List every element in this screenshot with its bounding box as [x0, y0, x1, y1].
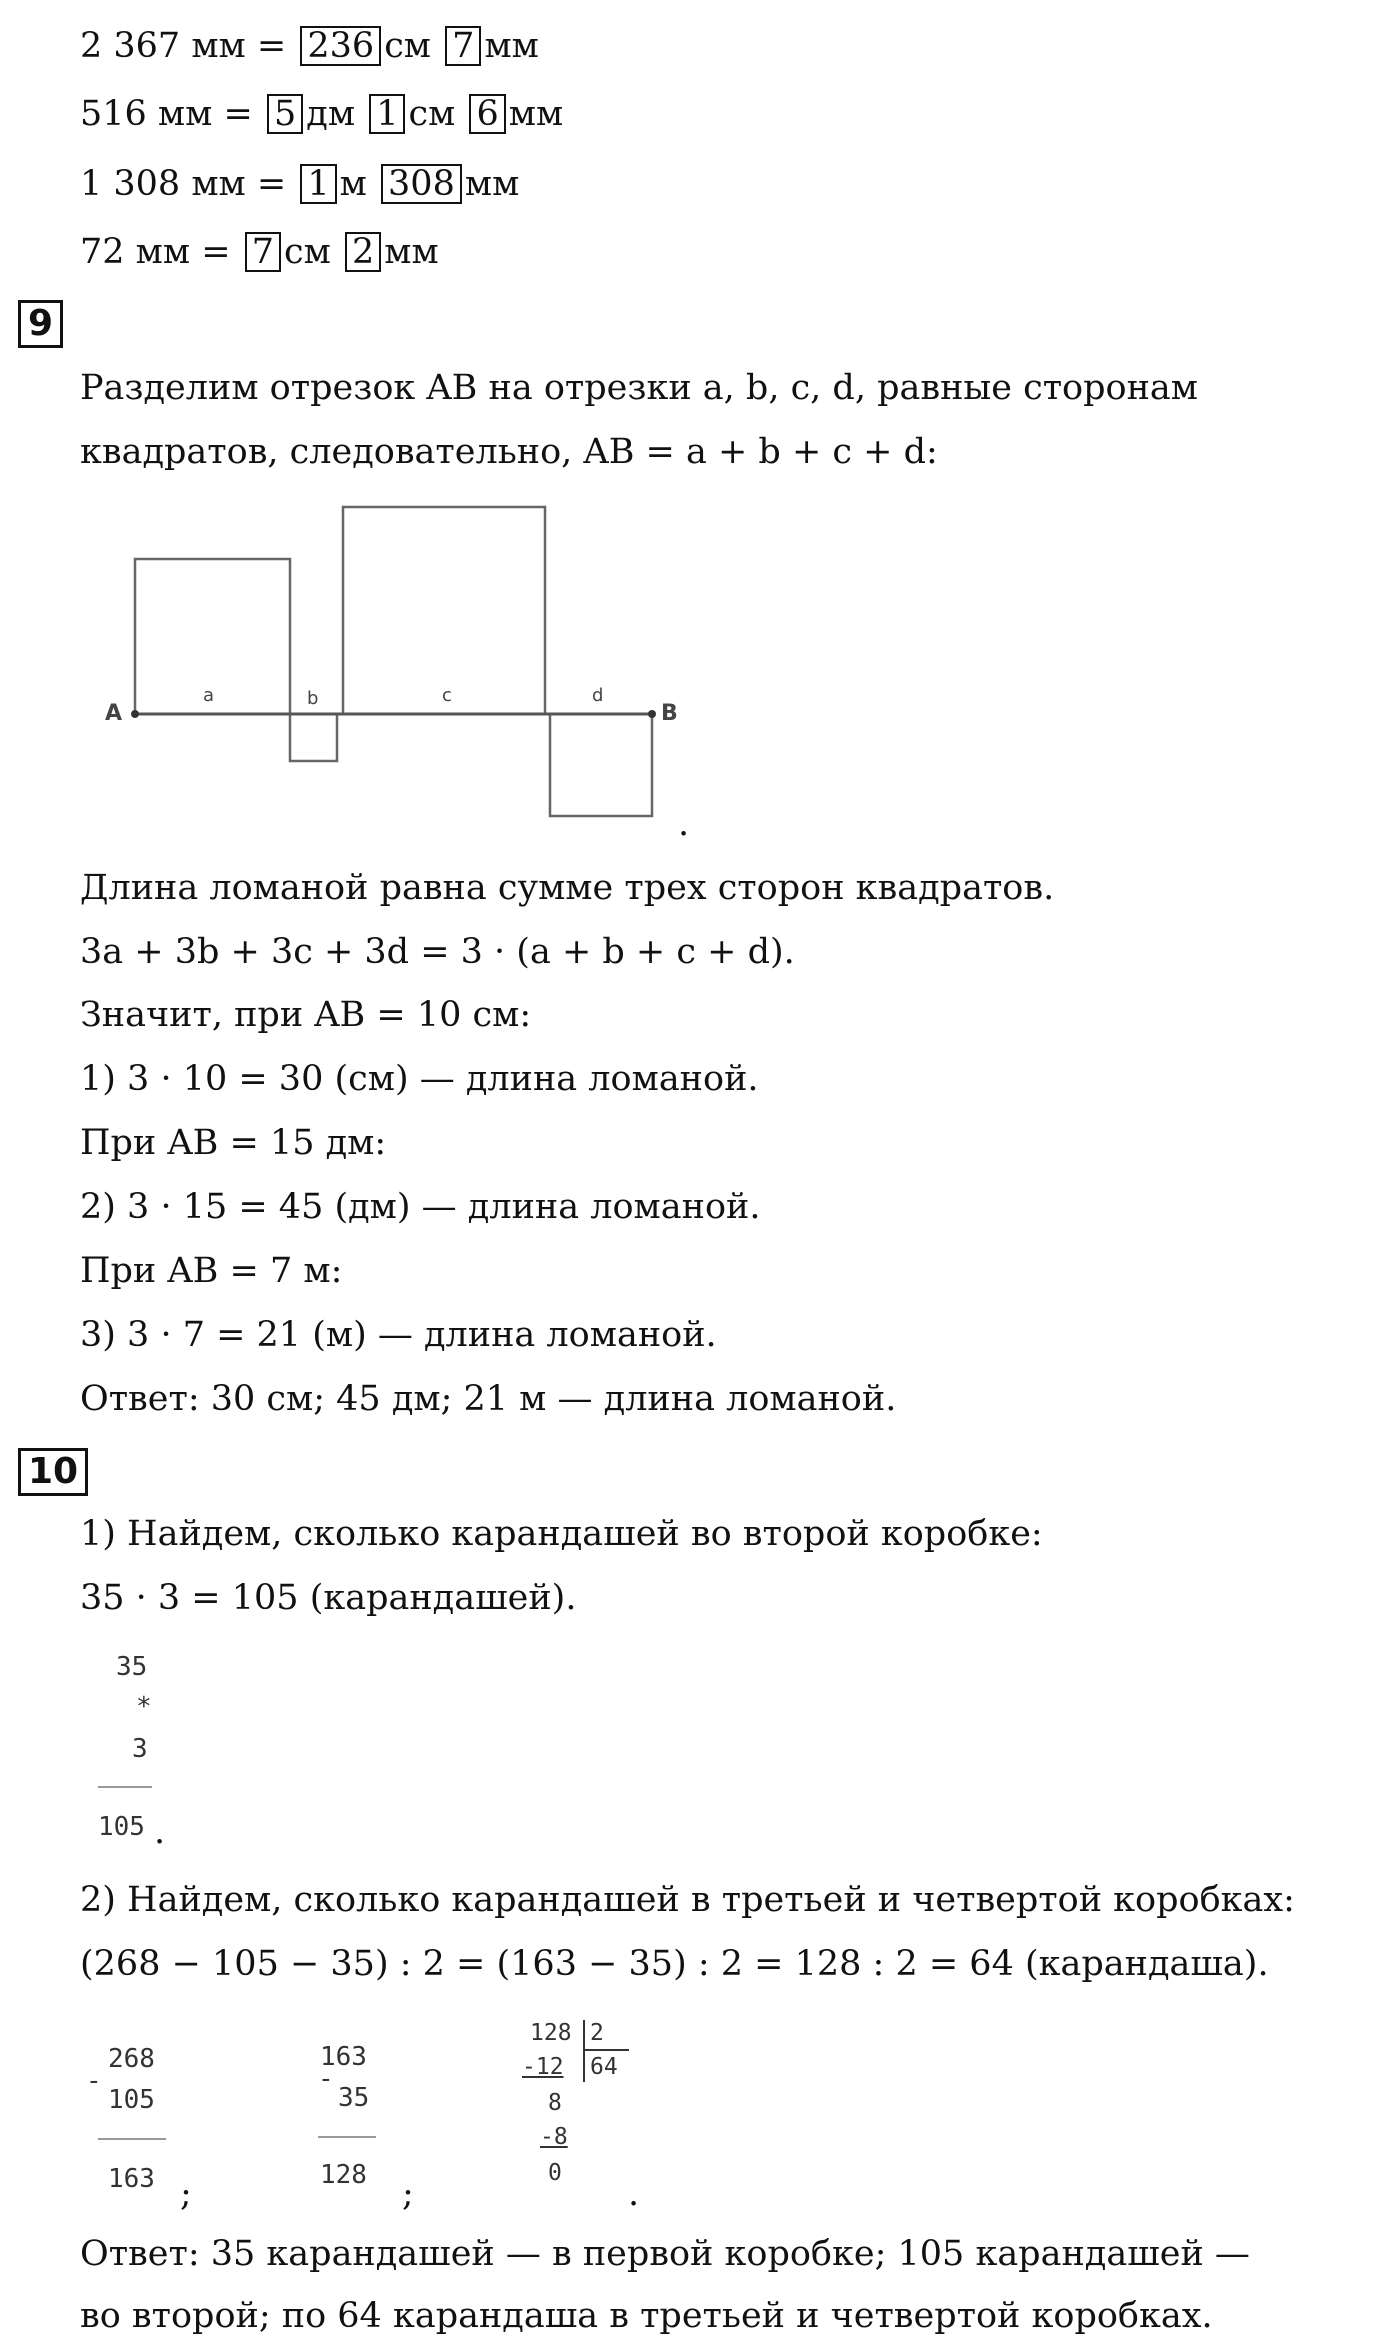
point-b-label: B — [661, 701, 678, 726]
segment-a-label: a — [203, 685, 215, 706]
answer-box: 1 — [300, 164, 336, 204]
task10-calc1: 35 · 3 = 105 (карандашей). — [80, 1578, 577, 1618]
task10-calc2: (268 − 105 − 35) : 2 = (163 − 35) : 2 = 128 : 2 = 64 (карандаша). — [80, 1944, 1269, 1984]
task9-line: 3) 3 · 7 = 21 (м) — длина ломаной. — [80, 1315, 717, 1355]
answer-box: 5 — [267, 94, 303, 134]
conversion-row: 2 367 мм = 236 см 7 мм — [80, 26, 539, 66]
task9-line: При AB = 7 м: — [80, 1251, 343, 1291]
point-a-label: A — [105, 701, 123, 726]
mult-rule — [98, 1786, 152, 1788]
task9-line: 2) 3 · 15 = 45 (дм) — длина ломаной. — [80, 1187, 761, 1227]
segment-d-label: d — [592, 685, 604, 706]
answer-box: 308 — [381, 164, 462, 204]
conversion-row: 516 мм = 5 дм 1 см 6 мм — [80, 94, 564, 134]
task-number-10: 10 — [18, 1448, 88, 1496]
div-quotient: 64 — [590, 2054, 618, 2080]
task9-answer: Ответ: 30 см; 45 дм; 21 м — длина ломаной. — [80, 1379, 897, 1419]
div-dividend: 128 — [530, 2020, 572, 2046]
square-b — [290, 714, 337, 761]
div-divisor: 2 — [590, 2020, 604, 2046]
sub1-b: 105 — [108, 2085, 155, 2115]
task9-line: 1) 3 · 10 = 30 (см) — длина ломаной. — [80, 1059, 759, 1099]
answer-box: 6 — [469, 94, 505, 134]
task9-line: 3a + 3b + 3c + 3d = 3 · (a + b + c + d). — [80, 932, 795, 972]
div-vertical-rule — [583, 2020, 585, 2082]
sub1-end: ; — [180, 2174, 192, 2214]
task9-intro-2: квадратов, следовательно, AB = a + b + c + d: — [80, 432, 938, 472]
sub1-op: - — [86, 2066, 102, 2096]
div-horizontal-rule — [585, 2049, 629, 2051]
sub2-a: 163 — [320, 2042, 367, 2072]
mult-op: * — [136, 1692, 152, 1722]
mult-b: 3 — [132, 1734, 148, 1764]
task9-line: Длина ломаной равна сумме трех сторон квадратов. — [80, 868, 1055, 908]
figure-period: . — [678, 804, 690, 844]
task9-intro-1: Разделим отрезок AB на отрезки a, b, c, d, равные сторонам — [80, 368, 1199, 408]
sub1-rule — [98, 2138, 166, 2140]
sub2-result: 128 — [320, 2160, 367, 2190]
task-number-9: 9 — [18, 300, 63, 348]
div-subtrahend-1: -12 — [522, 2054, 564, 2080]
segment-c-label: c — [442, 685, 452, 706]
sub1-result: 163 — [108, 2164, 155, 2194]
broken-line-figure — [95, 495, 715, 845]
answer-box: 7 — [445, 26, 481, 66]
sub1-a: 268 — [108, 2044, 155, 2074]
segment-b-label: b — [307, 688, 319, 709]
task9-line: Значит, при AB = 10 см: — [80, 995, 532, 1035]
conversion-row: 72 мм = 7 см 2 мм — [80, 232, 439, 272]
mult-a: 35 — [116, 1652, 148, 1682]
div-subtrahend-2: -8 — [540, 2124, 568, 2150]
answer-box: 236 — [300, 26, 381, 66]
square-d — [550, 714, 652, 816]
task10-step2: 2) Найдем, сколько карандашей в третьей и четвертой коробках: — [80, 1880, 1295, 1920]
div-remainder-2: 0 — [548, 2160, 562, 2186]
answer-box: 1 — [369, 94, 405, 134]
sub2-op: - — [318, 2064, 334, 2094]
task10-answer-2: во второй; по 64 карандаша в третьей и четвертой коробках. — [80, 2296, 1213, 2336]
mult-period: . — [154, 1812, 166, 1852]
answer-box: 2 — [345, 232, 381, 272]
sub2-end: ; — [402, 2174, 414, 2214]
mult-result: 105 — [98, 1812, 145, 1842]
sub2-rule — [318, 2136, 376, 2138]
answer-box: 7 — [245, 232, 281, 272]
square-c — [343, 507, 545, 714]
task9-line: При AB = 15 дм: — [80, 1123, 387, 1163]
div-remainder-1: 8 — [548, 2090, 562, 2116]
task10-answer-1: Ответ: 35 карандашей — в первой коробке; 105 карандашей — — [80, 2234, 1250, 2274]
sub2-b: 35 — [338, 2083, 370, 2113]
conversion-row: 1 308 мм = 1 м 308 мм — [80, 164, 520, 204]
task10-step1: 1) Найдем, сколько карандашей во второй коробке: — [80, 1514, 1043, 1554]
div-end: . — [628, 2174, 640, 2214]
